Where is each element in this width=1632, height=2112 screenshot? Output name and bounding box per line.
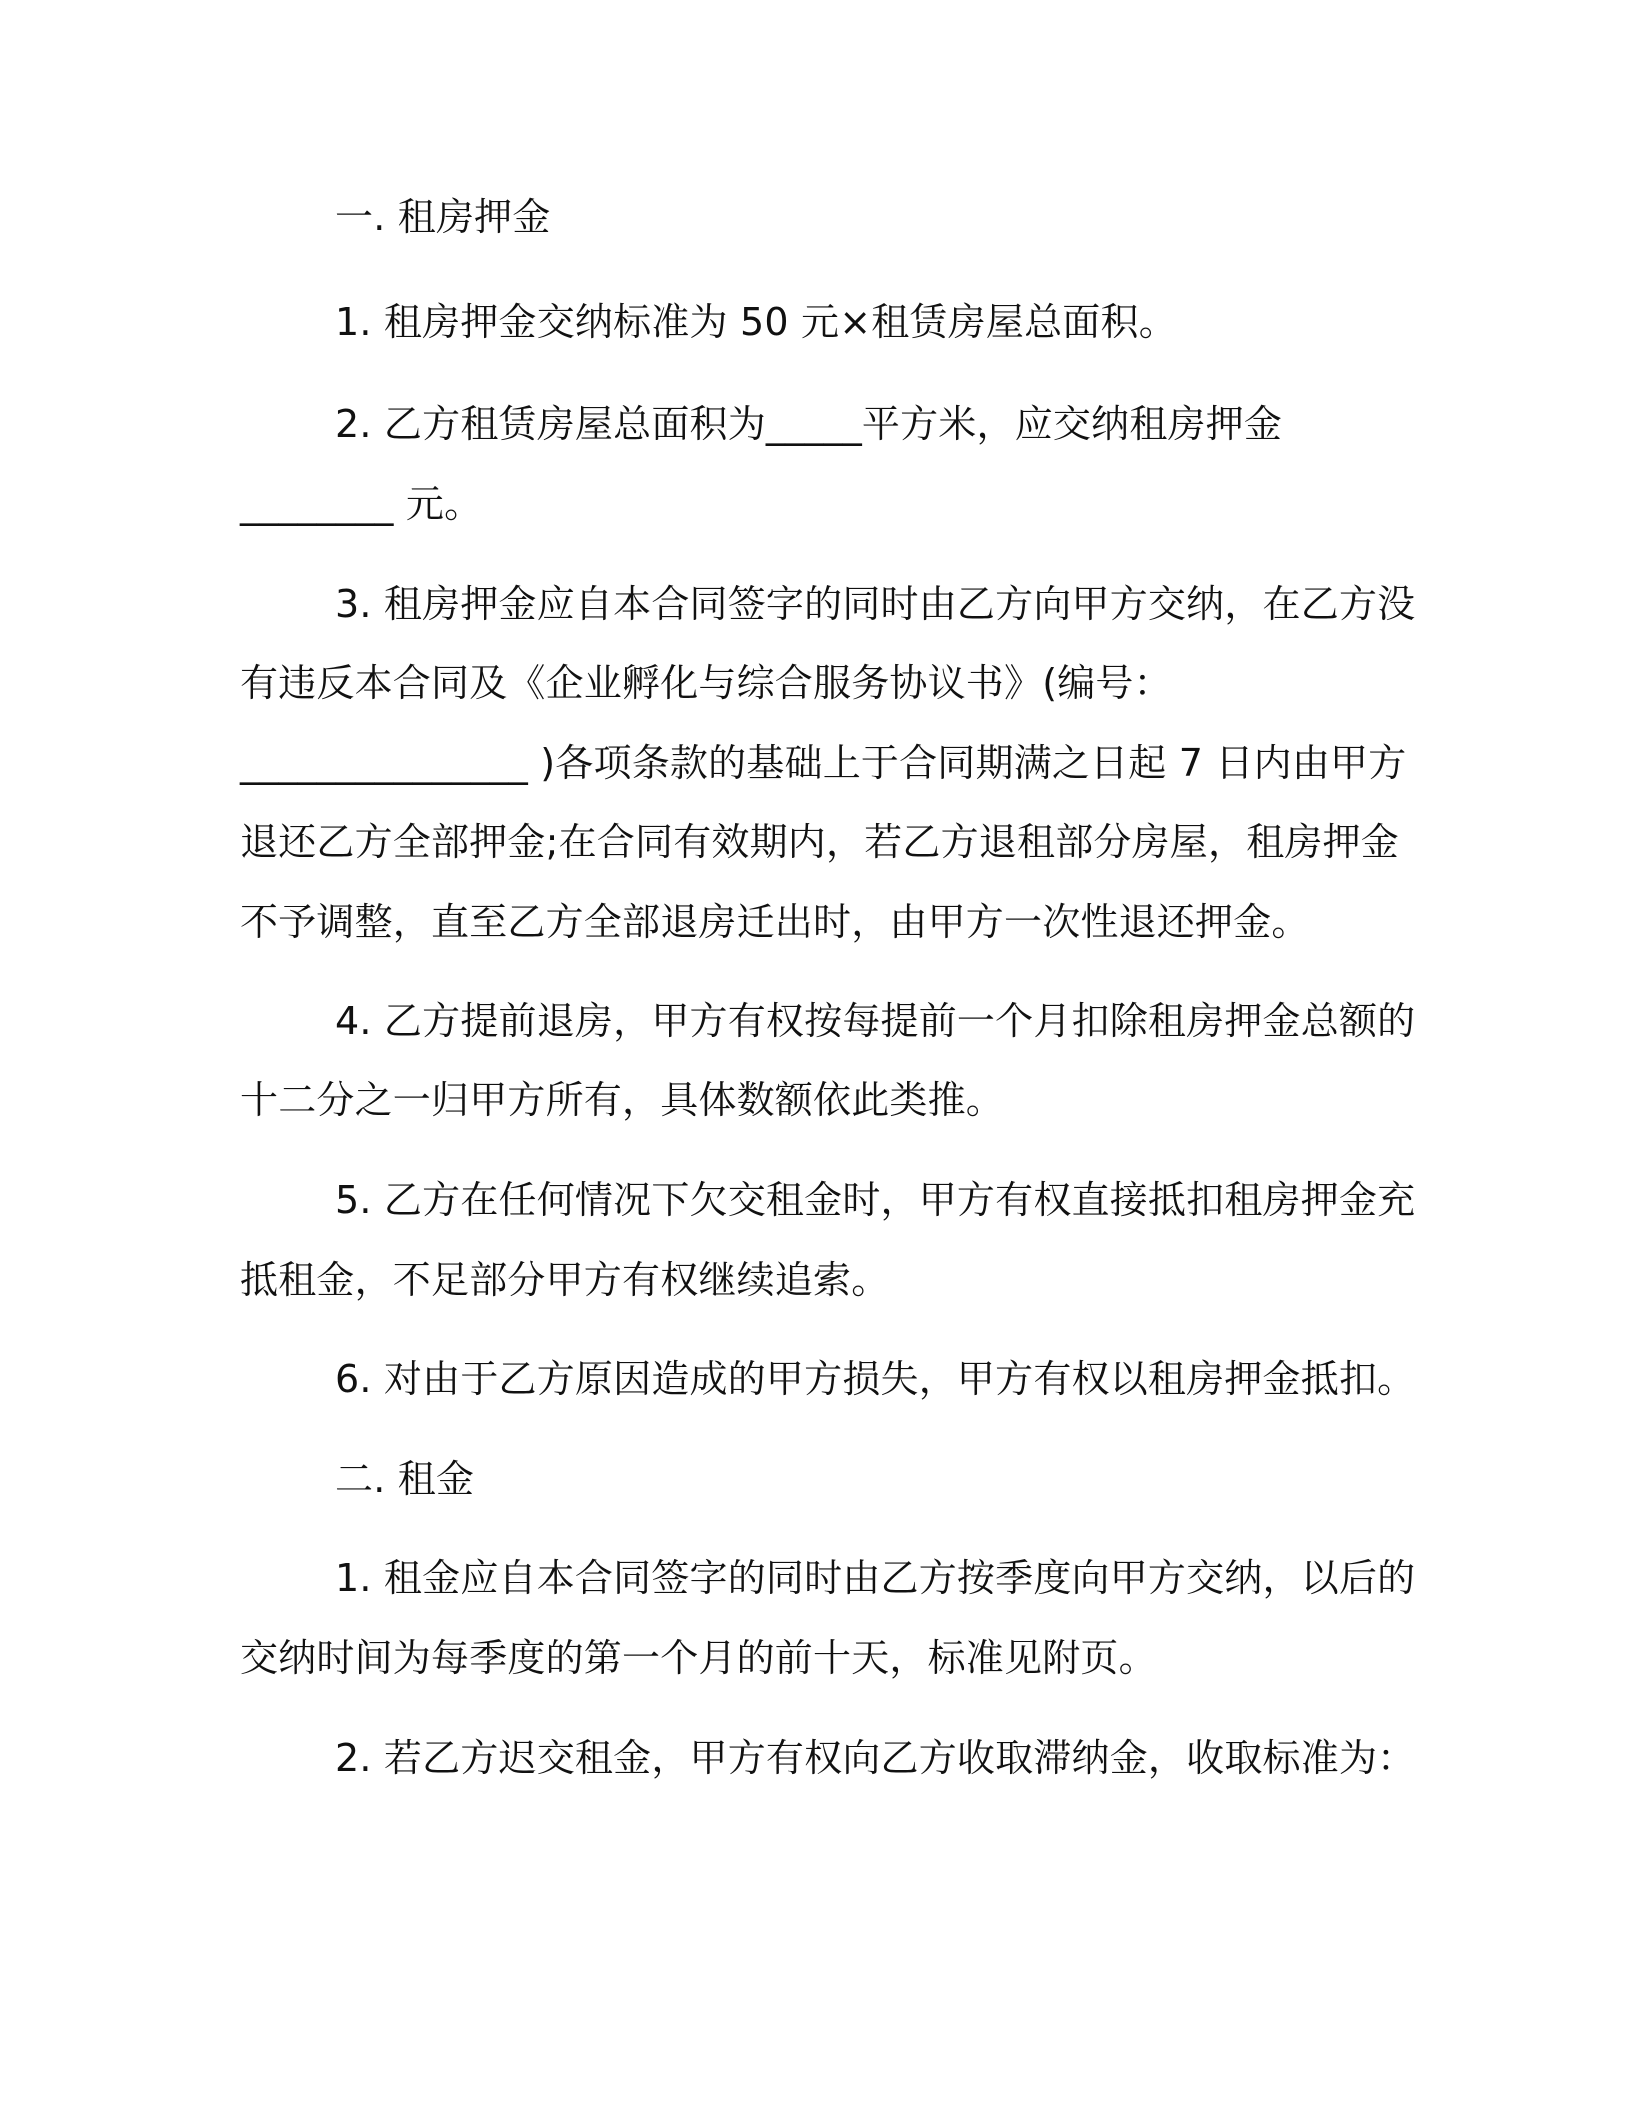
clause-deposit-1: 1. 租房押金交纳标准为 50 元×租赁房屋总面积。 bbox=[335, 300, 1177, 344]
clause-deposit-5-line-2: 抵租金，不足部分甲方有权继续追索。 bbox=[240, 1258, 890, 1302]
clause-deposit-5-line-1: 5. 乙方在任何情况下欠交租金时，甲方有权直接抵扣租房押金充 bbox=[335, 1178, 1416, 1222]
clause-deposit-3-line-4: 退还乙方全部押金;在合同有效期内，若乙方退租部分房屋，租房押金 bbox=[240, 820, 1400, 864]
section-heading-rent: 二. 租金 bbox=[335, 1457, 475, 1501]
clause-deposit-3-line-1: 3. 租房押金应自本合同签字的同时由乙方向甲方交纳，在乙方没 bbox=[335, 582, 1416, 626]
clause-rent-1-line-2: 交纳时间为每季度的第一个月的前十天，标准见附页。 bbox=[240, 1636, 1157, 1680]
clause-deposit-4-line-2: 十二分之一归甲方所有，具体数额依此类推。 bbox=[240, 1078, 1005, 1122]
clause-deposit-3-line-5: 不予调整，直至乙方全部退房迁出时，由甲方一次性退还押金。 bbox=[240, 900, 1310, 944]
clause-deposit-2-line-1: 2. 乙方租赁房屋总面积为_____平方米，应交纳租房押金 bbox=[335, 402, 1283, 446]
clause-deposit-4-line-1: 4. 乙方提前退房，甲方有权按每提前一个月扣除租房押金总额的 bbox=[335, 999, 1416, 1043]
clause-deposit-3-line-3: _______________ )各项条款的基础上于合同期满之日起 7 日内由甲方 bbox=[240, 741, 1407, 785]
clause-rent-1-line-1: 1. 租金应自本合同签字的同时由乙方按季度向甲方交纳，以后的 bbox=[335, 1556, 1416, 1600]
section-heading-deposit: 一. 租房押金 bbox=[335, 195, 551, 239]
clause-deposit-6: 6. 对由于乙方原因造成的甲方损失，甲方有权以租房押金抵扣。 bbox=[335, 1357, 1416, 1401]
clause-deposit-3-line-2: 有违反本合同及《企业孵化与综合服务协议书》(编号： bbox=[240, 661, 1172, 705]
clause-deposit-2-line-2: ________ 元。 bbox=[240, 482, 483, 526]
clause-rent-2: 2. 若乙方迟交租金，甲方有权向乙方收取滞纳金，收取标准为： bbox=[335, 1736, 1416, 1780]
